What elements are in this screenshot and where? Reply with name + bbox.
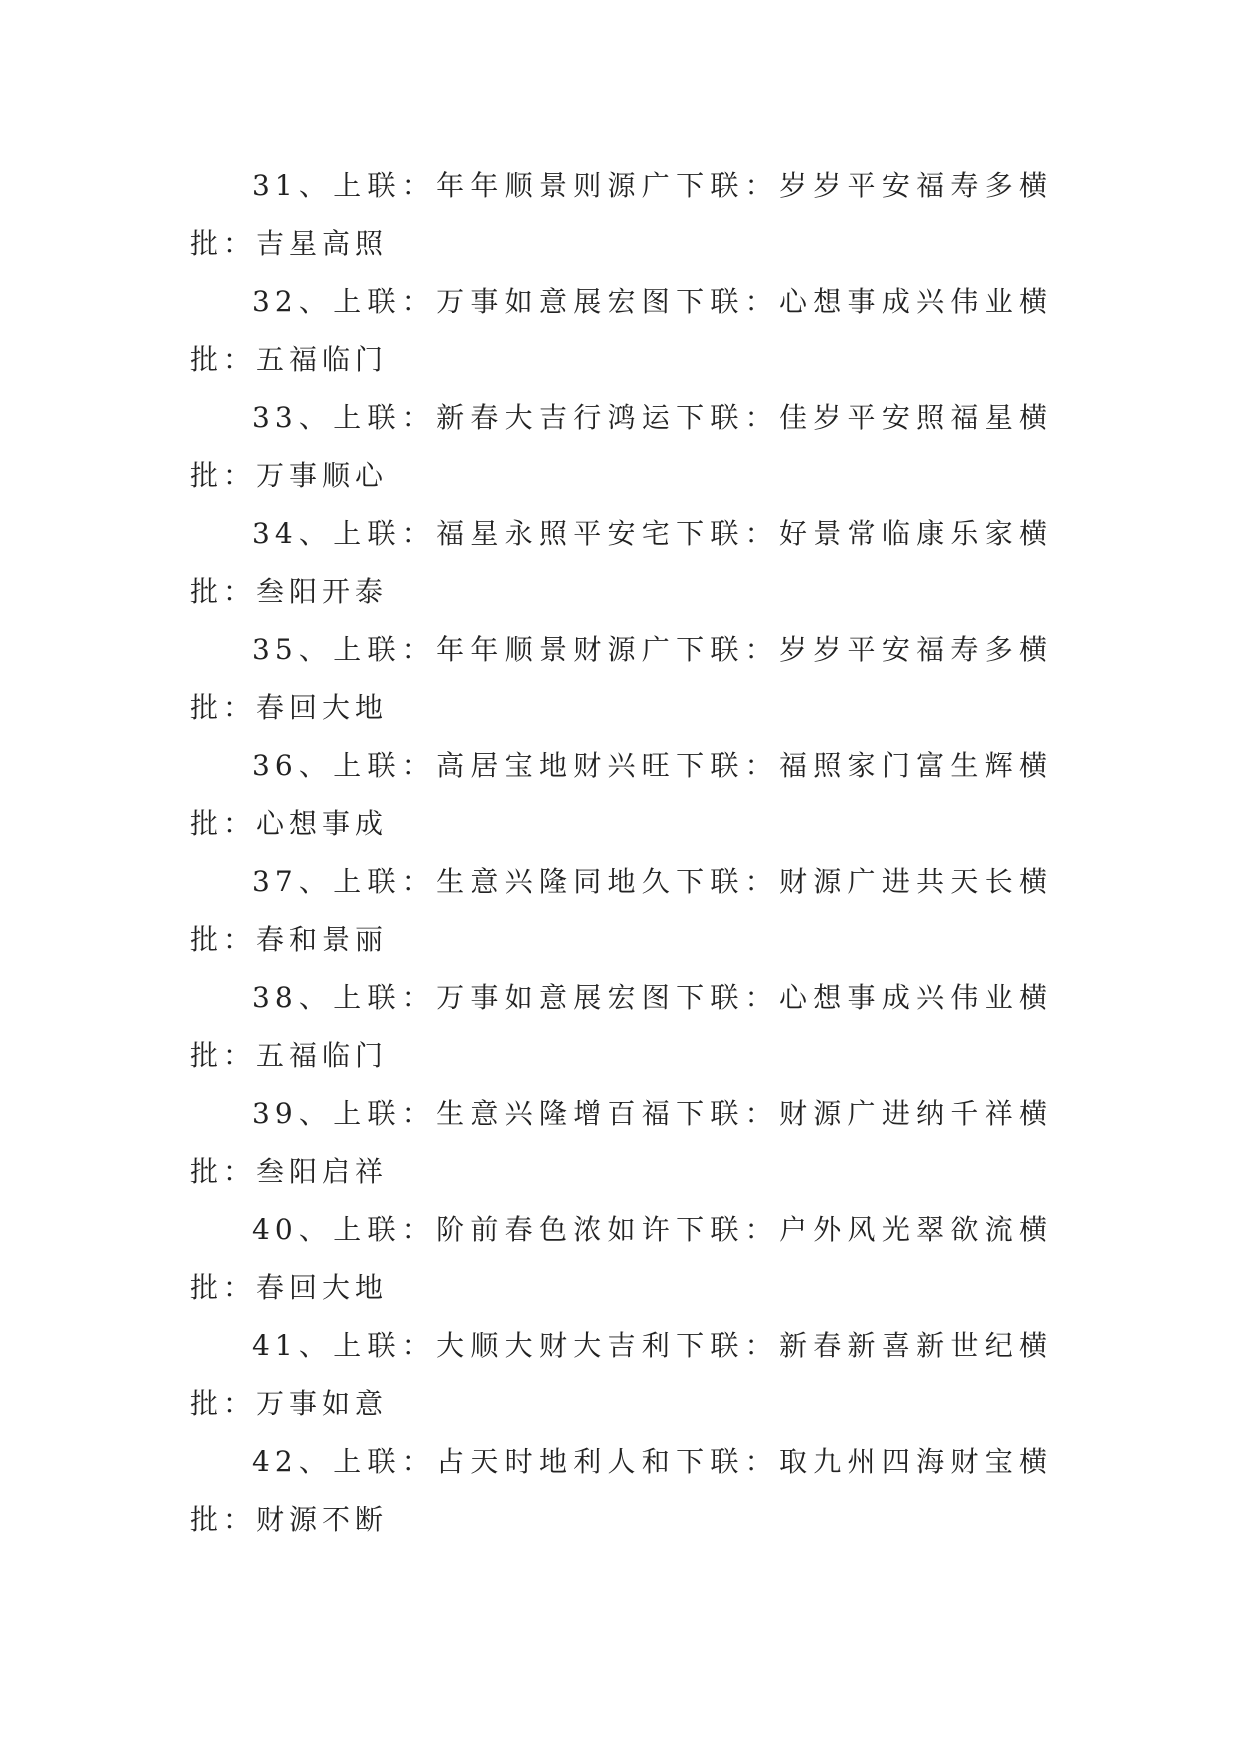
couplet-entry-38 <box>190 969 1052 1085</box>
couplet-text: 35、上联：年年顺景财源广下联：岁岁平安福寿多横批：春回大地 <box>190 633 1052 724</box>
couplet-entry-33 <box>190 389 1052 505</box>
couplet-entry-32 <box>190 273 1052 389</box>
couplet-text: 40、上联：阶前春色浓如许下联：户外风光翠欲流横批：春回大地 <box>190 1213 1052 1304</box>
couplet-list <box>190 157 1052 1549</box>
couplet-entry-31 <box>190 157 1052 273</box>
couplet-entry-41 <box>190 1317 1052 1433</box>
couplet-entry-35 <box>190 621 1052 737</box>
couplet-text: 39、上联：生意兴隆增百福下联：财源广进纳千祥横批：叁阳启祥 <box>190 1097 1052 1188</box>
couplet-text: 37、上联：生意兴隆同地久下联：财源广进共天长横批：春和景丽 <box>190 865 1052 956</box>
couplet-entry-39 <box>190 1085 1052 1201</box>
couplet-text: 33、上联：新春大吉行鸿运下联：佳岁平安照福星横批：万事顺心 <box>190 401 1052 492</box>
couplet-text: 42、上联：占天时地利人和下联：取九州四海财宝横批：财源不断 <box>190 1445 1052 1536</box>
couplet-text: 38、上联：万事如意展宏图下联：心想事成兴伟业横批：五福临门 <box>190 981 1052 1072</box>
couplet-entry-34 <box>190 505 1052 621</box>
couplet-entry-37 <box>190 853 1052 969</box>
couplet-entry-36 <box>190 737 1052 853</box>
couplet-text: 34、上联：福星永照平安宅下联：好景常临康乐家横批：叁阳开泰 <box>190 517 1052 608</box>
couplet-text: 36、上联：高居宝地财兴旺下联：福照家门富生辉横批：心想事成 <box>190 749 1052 840</box>
couplet-text: 31、上联：年年顺景则源广下联：岁岁平安福寿多横批：吉星高照 <box>190 169 1052 260</box>
couplet-text: 41、上联：大顺大财大吉利下联：新春新喜新世纪横批：万事如意 <box>190 1329 1052 1420</box>
couplet-entry-40 <box>190 1201 1052 1317</box>
couplet-entry-42 <box>190 1433 1052 1549</box>
couplet-text: 32、上联：万事如意展宏图下联：心想事成兴伟业横批：五福临门 <box>190 285 1052 376</box>
